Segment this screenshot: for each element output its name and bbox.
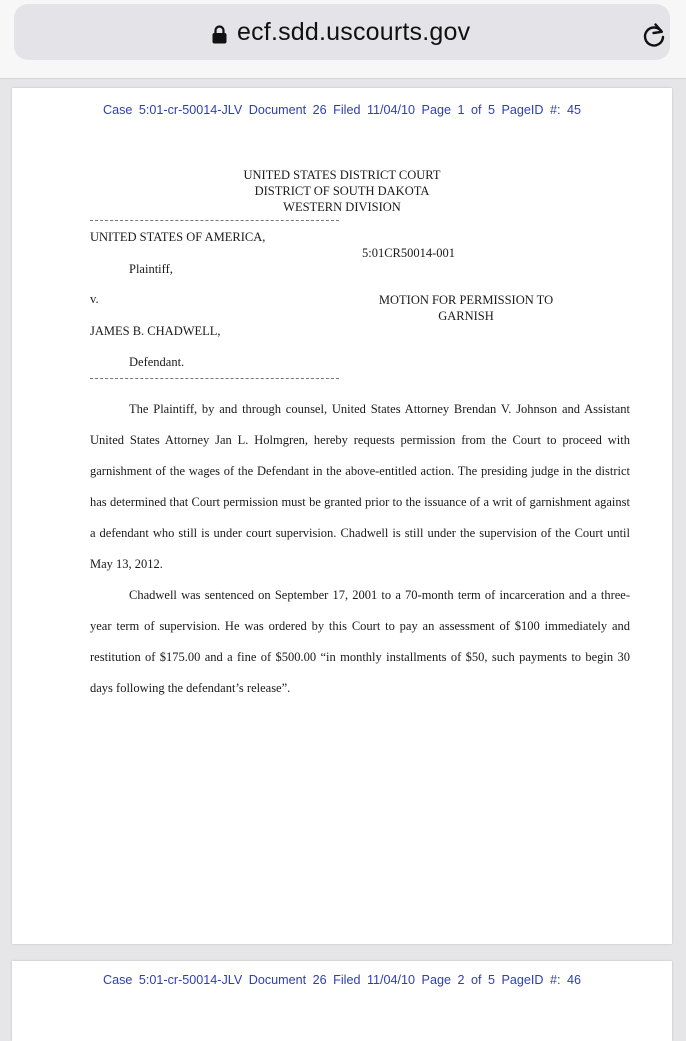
- case-number: 5:01CR50014-001: [362, 246, 456, 260]
- motion-title: [356, 292, 576, 324]
- court-division: WESTERN DIVISION: [283, 200, 401, 214]
- address-bar[interactable]: [14, 4, 670, 60]
- body-paragraph-2: Chadwell was sentenced on September 17, 2001 to a 70-month term of incarceration and a three-year term of supervision. He was ordered by this Court to pay an assessment of $100 immediately and restitution of $175.00 and a fine of $500.00 “in monthly installments of $50, such payments to begin 30 days following the defendant’s release”.: [90, 588, 630, 695]
- motion-body: [90, 394, 630, 704]
- plaintiff-name: UNITED STATES OF AMERICA,: [90, 230, 266, 244]
- motion-title-line-1: MOTION FOR PERMISSION TO: [378, 293, 554, 307]
- court-name: UNITED STATES DISTRICT COURT: [243, 168, 441, 182]
- url-text: ecf.sdd.uscourts.gov: [237, 18, 471, 46]
- court-district: DISTRICT OF SOUTH DAKOTA: [254, 184, 430, 198]
- caption-divider-top: [90, 220, 339, 221]
- browser-top-bar: [0, 0, 686, 79]
- versus: v.: [90, 292, 99, 306]
- ecf-header-stamp: Case 5:01-cr-50014-JLV Document 26 Filed 11/04/10 Page 1 of 5 PageID #: 45: [103, 103, 581, 117]
- lock-icon: [212, 25, 227, 44]
- motion-title-line-2: GARNISH: [438, 309, 494, 323]
- court-heading: [12, 167, 672, 215]
- body-paragraph-1: The Plaintiff, by and through counsel, United States Attorney Brendan V. Johnson and Assistant United States Attorney Jan L. Holmgren, hereby requests permission from the Court to proceed with garnishment of the wages of the Defendant in the above-entitled action. The presiding judge in the district has determined that Court permission must be granted prior to the issuance of a writ of garnishment against a defendant who still is under court supervision. Chadwell is still under the supervision of the Court until May 13, 2012.: [90, 402, 630, 571]
- document-page-1: [12, 88, 672, 944]
- caption-divider-bottom: [90, 378, 339, 379]
- ecf-header-stamp: Case 5:01-cr-50014-JLV Document 26 Filed 11/04/10 Page 2 of 5 PageID #: 46: [103, 973, 581, 987]
- document-page-2: [12, 961, 672, 1041]
- reload-icon[interactable]: [640, 21, 668, 49]
- defendant-role: Defendant.: [129, 355, 185, 369]
- plaintiff-role: Plaintiff,: [129, 262, 173, 276]
- defendant-name: JAMES B. CHADWELL,: [90, 324, 221, 338]
